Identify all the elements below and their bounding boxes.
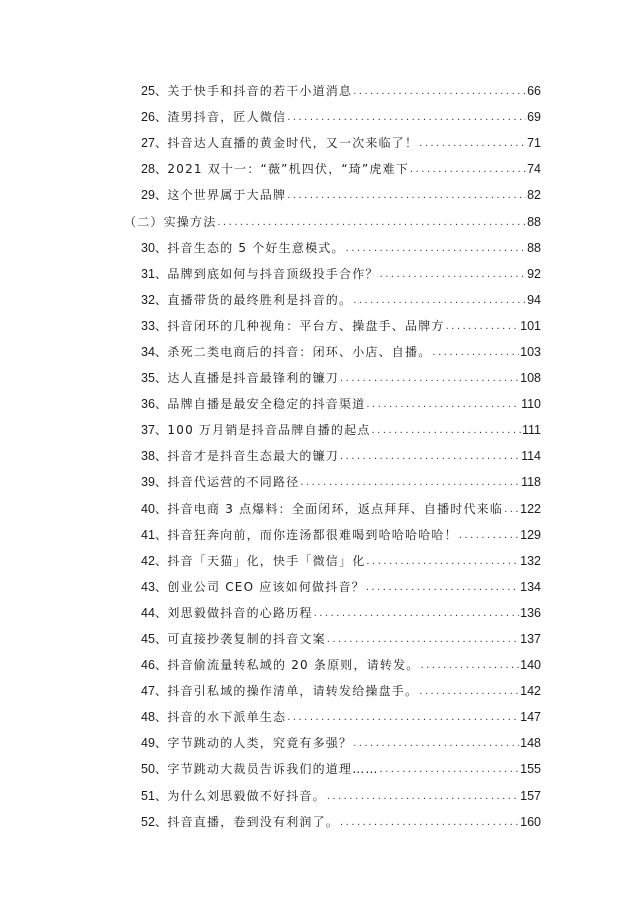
- toc-entry-number: 28、: [141, 162, 168, 177]
- toc-entry-page-number: 101: [520, 318, 541, 333]
- toc-entry-number: 25、: [141, 84, 168, 99]
- toc-entry-page-number: 103: [520, 344, 541, 359]
- dot-leader: [421, 652, 520, 678]
- toc-entry-title: 抖音电商 3 点爆料：全面闭环，返点拜拜、自播时代来临: [167, 501, 504, 516]
- dot-leader: [340, 809, 519, 835]
- toc-entry-title: 字节跳动大裁员告诉我们的道理……: [167, 762, 379, 777]
- toc-entry-number: 34、: [141, 344, 168, 359]
- toc-entry-number: 38、: [141, 449, 168, 464]
- toc-entry-title: 为什么刘思毅做不好抖音。: [167, 788, 326, 803]
- toc-entry-title: 渣男抖音，匠人微信: [167, 110, 287, 125]
- toc-entry-page-number: 134: [520, 579, 541, 594]
- dot-leader: [353, 730, 519, 756]
- toc-entry-page-number: 88: [527, 240, 541, 255]
- toc-entry[interactable]: [0, 443, 541, 469]
- toc-entry[interactable]: [0, 365, 541, 391]
- dot-leader: [419, 130, 526, 156]
- toc-entry-title: 抖音的水下派单生态: [167, 710, 287, 725]
- dot-leader: [353, 78, 526, 104]
- toc-entry[interactable]: [0, 626, 541, 652]
- toc-entry[interactable]: [0, 287, 541, 313]
- toc-entry-number: 26、: [141, 110, 168, 125]
- dot-leader: [459, 522, 519, 548]
- toc-entry-title: 抖音生态的 5 个好生意模式。: [167, 240, 345, 255]
- toc-entry-title: 抖音偷流量转私域的 20 条原则，请转发。: [167, 658, 420, 673]
- toc-entry-page-number: 66: [527, 84, 541, 99]
- toc-entry-number: 39、: [141, 475, 168, 490]
- toc-entry-title: 刘思毅做抖音的心路历程: [167, 605, 313, 620]
- toc-entry[interactable]: [0, 469, 541, 495]
- toc-entry-title: 2021 双十一：“薇”机四伏，“琦”虎难下: [167, 162, 410, 177]
- toc-entry-title: 可直接抄袭复制的抖音文案: [167, 632, 326, 647]
- dot-leader: [327, 626, 519, 652]
- toc-entry-number: 51、: [141, 788, 168, 803]
- toc-entry[interactable]: [0, 548, 541, 574]
- toc-entry-title: 字节跳动的人类，究竟有多强？: [167, 736, 353, 751]
- toc-entry-number: 30、: [141, 240, 168, 255]
- dot-leader: [380, 756, 520, 782]
- toc-entry-title: 抖音直播，卷到没有利润了。: [167, 814, 340, 829]
- toc-entry-page-number: 155: [520, 762, 541, 777]
- toc-entry[interactable]: [0, 104, 541, 130]
- toc-entry-page-number: 114: [521, 449, 541, 464]
- toc-entry-page-number: 136: [520, 605, 541, 620]
- toc-entry[interactable]: [0, 182, 541, 208]
- toc-entry-number: 27、: [141, 136, 168, 151]
- toc-entry-title: （二）实操方法: [124, 214, 217, 229]
- toc-entry-title: 抖音才是抖音生态最大的镰刀: [167, 449, 340, 464]
- toc-entry-page-number: 137: [520, 632, 541, 647]
- toc-entry[interactable]: [0, 600, 541, 626]
- toc-entry-number: 40、: [141, 501, 168, 516]
- toc-entry[interactable]: [0, 235, 541, 261]
- toc-entry-title: 杀死二类电商后的抖音：闭环、小店、自播。: [167, 344, 432, 359]
- toc-entry-title: 抖音达人直播的黄金时代，又一次来临了！: [167, 136, 419, 151]
- toc-entry-page-number: 118: [521, 475, 541, 490]
- toc-entry[interactable]: [0, 130, 541, 156]
- dot-leader: [366, 574, 519, 600]
- toc-entry-page-number: 129: [520, 527, 541, 542]
- toc-entry-page-number: 148: [520, 736, 541, 751]
- toc-entry[interactable]: [0, 391, 541, 417]
- toc-entry[interactable]: [0, 783, 541, 809]
- toc-entry-number: 41、: [141, 527, 168, 542]
- toc-entry-page-number: 147: [520, 710, 541, 725]
- toc-entry-page-number: 82: [527, 188, 541, 203]
- toc-entry-number: 33、: [141, 318, 168, 333]
- toc-entry-number: 35、: [141, 371, 168, 386]
- toc-entry-number: 37、: [141, 423, 168, 438]
- dot-leader: [380, 261, 526, 287]
- toc-entry-number: 44、: [141, 605, 168, 620]
- toc-entry-number: 31、: [141, 266, 168, 281]
- toc-entry[interactable]: [0, 756, 541, 782]
- dot-leader: [504, 496, 519, 522]
- toc-entry-number: 42、: [141, 553, 168, 568]
- dot-leader: [366, 548, 519, 574]
- toc-entry-page-number: 108: [520, 371, 541, 386]
- dot-leader: [419, 678, 519, 704]
- dot-leader: [340, 443, 520, 469]
- toc-entry[interactable]: [0, 809, 541, 835]
- toc-entry-title: 抖音引私域的操作清单，请转发给操盘手。: [167, 684, 419, 699]
- dot-leader: [410, 156, 526, 182]
- toc-entry[interactable]: [0, 730, 541, 756]
- toc-entry[interactable]: [0, 339, 541, 365]
- toc-entry-title: 抖音狂奔向前，而你连汤都很难喝到哈哈哈哈哈！: [167, 527, 458, 542]
- toc-entry[interactable]: [0, 156, 541, 182]
- toc-entry[interactable]: [0, 417, 541, 443]
- toc-entry-title: 抖音闭环的几种视角：平台方、操盘手、品牌方: [167, 318, 445, 333]
- toc-entry-title: 抖音代运营的不同路径: [167, 475, 300, 490]
- toc-entry-title: 达人直播是抖音最锋利的镰刀: [167, 371, 340, 386]
- toc-entry-page-number: 122: [520, 501, 541, 516]
- toc-entry-title: 关于快手和抖音的若干小道消息: [167, 84, 353, 99]
- toc-entry-number: 45、: [141, 632, 168, 647]
- toc-entry-title: 100 万月销是抖音品牌自播的起点: [167, 423, 371, 438]
- toc-entry-page-number: 142: [520, 684, 541, 699]
- dot-leader: [372, 417, 521, 443]
- toc-entry-page-number: 74: [527, 162, 541, 177]
- toc-entry-title: 品牌到底如何与抖音顶级投手合作？: [167, 266, 379, 281]
- dot-leader: [353, 287, 526, 313]
- toc-entry-title: 这个世界属于大品牌: [167, 188, 287, 203]
- toc-entry-title: 创业公司 CEO 应该如何做抖音？: [167, 579, 365, 594]
- toc-entry-title: 品牌自播是最安全稳定的抖音渠道: [167, 397, 366, 412]
- toc-entry-number: 49、: [141, 736, 168, 751]
- toc-section-heading[interactable]: [0, 208, 541, 234]
- dot-leader: [287, 704, 519, 730]
- dot-leader: [446, 313, 520, 339]
- dot-leader: [217, 209, 526, 235]
- toc-entry-number: 47、: [141, 684, 168, 699]
- toc-entry[interactable]: [0, 652, 541, 678]
- toc-entry-number: 46、: [141, 658, 168, 673]
- toc-entry-page-number: 111: [521, 423, 541, 438]
- dot-leader: [340, 365, 519, 391]
- dot-leader: [346, 235, 526, 261]
- toc-entry-number: 48、: [141, 710, 168, 725]
- table-of-contents: [0, 78, 640, 835]
- toc-entry-title: 抖音「天猫」化，快手「微信」化: [167, 553, 366, 568]
- toc-entry-number: 43、: [141, 579, 168, 594]
- toc-entry-number: 52、: [141, 814, 168, 829]
- toc-entry[interactable]: [0, 261, 541, 287]
- toc-entry-page-number: 88: [527, 214, 541, 229]
- toc-entry-page-number: 92: [527, 266, 541, 281]
- dot-leader: [327, 783, 519, 809]
- dot-leader: [432, 339, 519, 365]
- toc-entry[interactable]: [0, 313, 541, 339]
- toc-entry-page-number: 140: [520, 658, 541, 673]
- toc-entry-number: 32、: [141, 292, 168, 307]
- dot-leader: [314, 600, 520, 626]
- toc-entry-page-number: 157: [520, 788, 541, 803]
- toc-entry[interactable]: [0, 678, 541, 704]
- toc-entry-page-number: 71: [527, 136, 541, 151]
- toc-entry[interactable]: [0, 704, 541, 730]
- toc-entry-page-number: 160: [520, 814, 541, 829]
- toc-entry[interactable]: [0, 78, 541, 104]
- toc-entry[interactable]: [0, 574, 541, 600]
- toc-entry-number: 36、: [141, 397, 168, 412]
- toc-entry-page-number: 110: [521, 397, 541, 412]
- dot-leader: [300, 469, 520, 495]
- toc-entry-number: 29、: [141, 188, 168, 203]
- toc-entry-page-number: 94: [527, 292, 541, 307]
- toc-entry-title: 直播带货的最终胜利是抖音的。: [167, 292, 353, 307]
- toc-entry[interactable]: [0, 496, 541, 522]
- dot-leader: [366, 391, 520, 417]
- toc-entry-page-number: 69: [527, 110, 541, 125]
- toc-entry[interactable]: [0, 522, 541, 548]
- dot-leader: [287, 104, 526, 130]
- toc-entry-number: 50、: [141, 762, 168, 777]
- dot-leader: [287, 182, 526, 208]
- toc-entry-page-number: 132: [520, 553, 541, 568]
